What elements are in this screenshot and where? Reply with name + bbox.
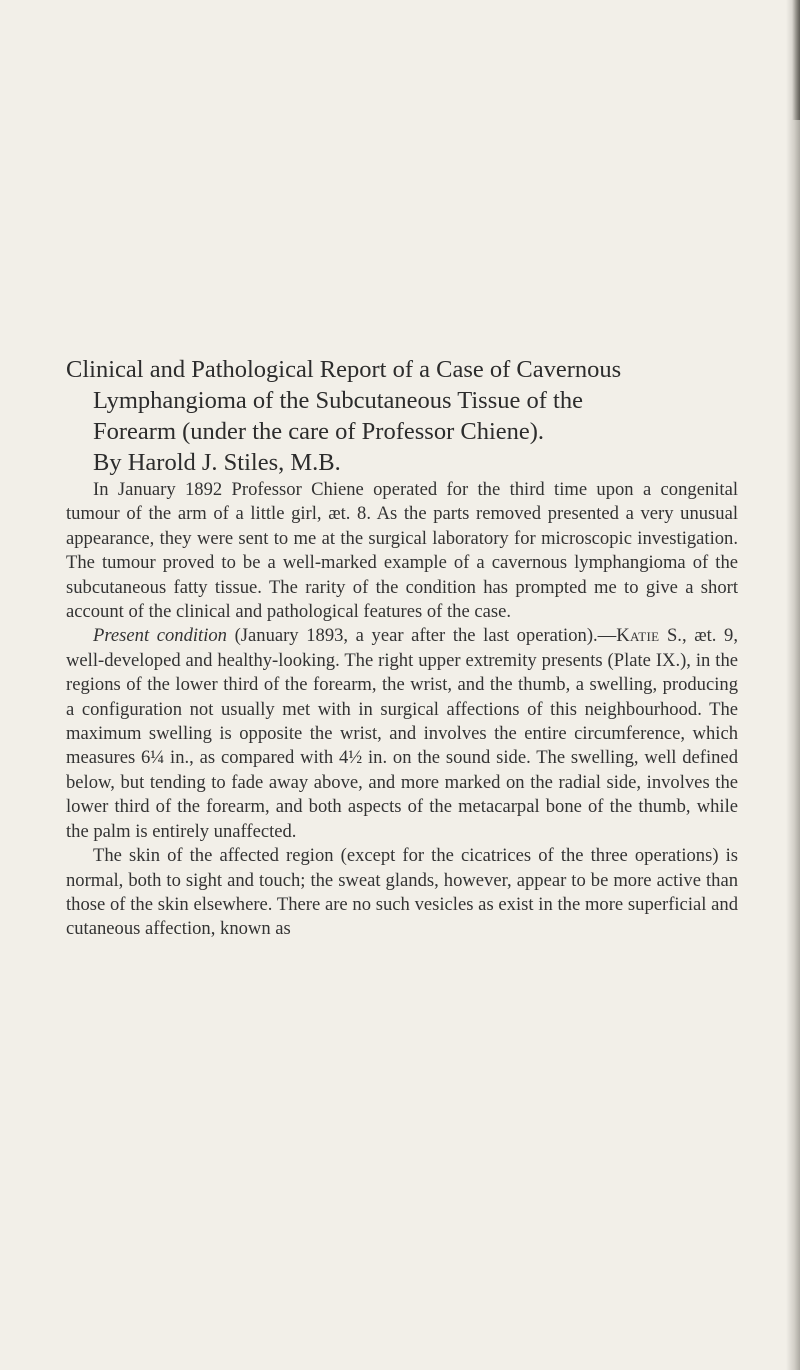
present-condition-heading: Present condition <box>93 625 227 647</box>
page-edge-shadow <box>786 0 800 1370</box>
present-condition-date: (January 1893, a year after the last operation).— <box>226 625 617 647</box>
present-condition-text: S., æt. 9, well-developed and healthy-looking. The right upper extremity presents (Plate IX.), in the regions of the lower third of the forearm, the wrist, and the thumb, a swelling, producing a configuration not usually met with in surgical affections of this neighbourhood. The maximum swelling is opposite the wrist, and involves the entire circumference, which measures 6¼ in., as compared with 4½ in. on the sound side. The swelling, well defined below, but tending to fade away above, and more marked on the radial side, involves the lower third of the forearm, and both aspects of the metacarpal bone of the thumb, while the palm is entirely unaffected. <box>66 625 738 842</box>
paragraph-skin: The skin of the affected region (except for the cicatrices of the three operations) is normal, both to sight and touch; the sweat glands, however, appear to be more active than those of the skin elsewhere. There are no such vesicles as exist in the more superficial and cutaneous affection, known as <box>66 845 738 940</box>
title-line-3: Forearm (under the care of Professor Chiene). <box>93 418 545 445</box>
title-line-4-author: By Harold J. Stiles, M.B. <box>93 449 341 476</box>
paragraph-introduction: In January 1892 Professor Chiene operated for the third time upon a congenital tumour of the arm of a little girl, æt. 8. As the parts removed presented a very unusual appearance, they were sent to me at the surgical laboratory for microscopic investigation. The tumour proved to be a well-marked example of a cavernous lymphangioma of the subcutaneous fatty tissue. The rarity of the condition has prompted me to give a short account of the clinical and pathological features of the case. <box>66 479 738 623</box>
title-line-2: Lymphangioma of the Subcutaneous Tissue of the <box>93 387 583 414</box>
paragraph-present-condition <box>66 624 738 844</box>
article-title <box>66 354 746 478</box>
patient-name: Katie <box>616 625 660 647</box>
page-edge-mark <box>792 0 800 120</box>
article-body <box>66 478 738 942</box>
title-line-1: Clinical and Pathological Report of a Case of Cavernous <box>66 356 622 383</box>
